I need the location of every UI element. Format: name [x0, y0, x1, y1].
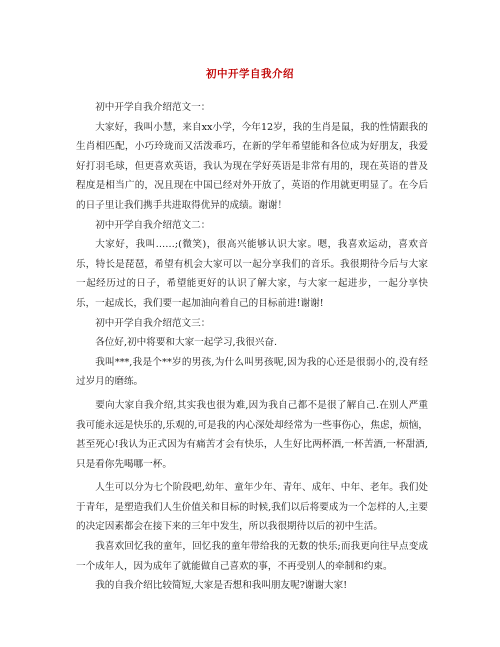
paragraph-2: 大家好，我叫……;(微笑)，很高兴能够认识大家。嗯，我喜欢运动，喜欢音乐，特长是琵琶，希望有机会大家可以一起分享我们的音乐。我很期待今后与大家一起经历过的日子，希望能更好的认识了解大家，与大家一起进步，一起分享快乐，一起成长，我们要一起加油向着自己的目标前进!谢谢!: [76, 239, 428, 309]
document-body: [76, 98, 428, 596]
paragraph-4: 我叫***,我是个**岁的男孩,为什么叫男孩呢,因为我的心还是很弱小的,没有经过岁月的磨练。: [76, 356, 428, 388]
paragraph-1: 大家好，我叫小慧，来自xx小学，今年12岁，我的生肖是鼠，我的性情跟我的生肖相匹配，小巧玲珑而又活泼乖巧，在新的学年希望能和各位成为好朋友，我爱好打羽毛球，但更喜欢英语，我认为现在学好英语是非常有用的，现在英语的普及程度是相当广的，况且现在中国已经对外开放了，英语的作用就更明显了。在今后的日子里让我们携手共进取得优异的成绩。谢谢！: [76, 121, 428, 211]
paragraph-6: 人生可以分为七个阶段吧,幼年、童年少年、青年、成年、中年、老年。我们处于青年，是塑造我们人生价值关和目标的时候,我们以后将要成为一个怎样的人,主要的决定因素都会在接下来的三年中发生，所以我很期待以后的初中生活。: [76, 482, 428, 533]
document-title: 初中开学自我介绍: [206, 68, 294, 80]
paragraph-7: 我喜欢回忆我的童年，回忆我的童年带给我的无数的快乐;而我更向往早点变成一个成年人，因为成年了就能做自己喜欢的事，不再受别人的牵制和约束。: [76, 541, 428, 572]
section-heading-1: 初中开学自我介绍范文一：: [95, 102, 211, 113]
section-heading-2: 初中开学自我介绍范文二：: [95, 219, 211, 231]
paragraph-5: 要向大家自我介绍,其实我也很为难,因为我自己都不是很了解自己.在别人严重我可能永远是快乐的,乐观的,可是我的内心深处却经常为一些事伤心，焦虑，烦恼，甚至死心!我认为正式因为有痛苦才会有快乐，人生好比两杯酒,一杯苦酒,一杯甜酒,只是看你先喝哪一杯。: [76, 399, 428, 470]
paragraph-8: 我的自我介绍比较简短,大家是否想和我叫朋友呢?谢谢大家!: [95, 580, 348, 592]
section-heading-3: 初中开学自我介绍范文三：: [95, 317, 211, 329]
paragraph-3: 各位好,初中将要和大家一起学习,我很兴奋.: [95, 337, 278, 349]
